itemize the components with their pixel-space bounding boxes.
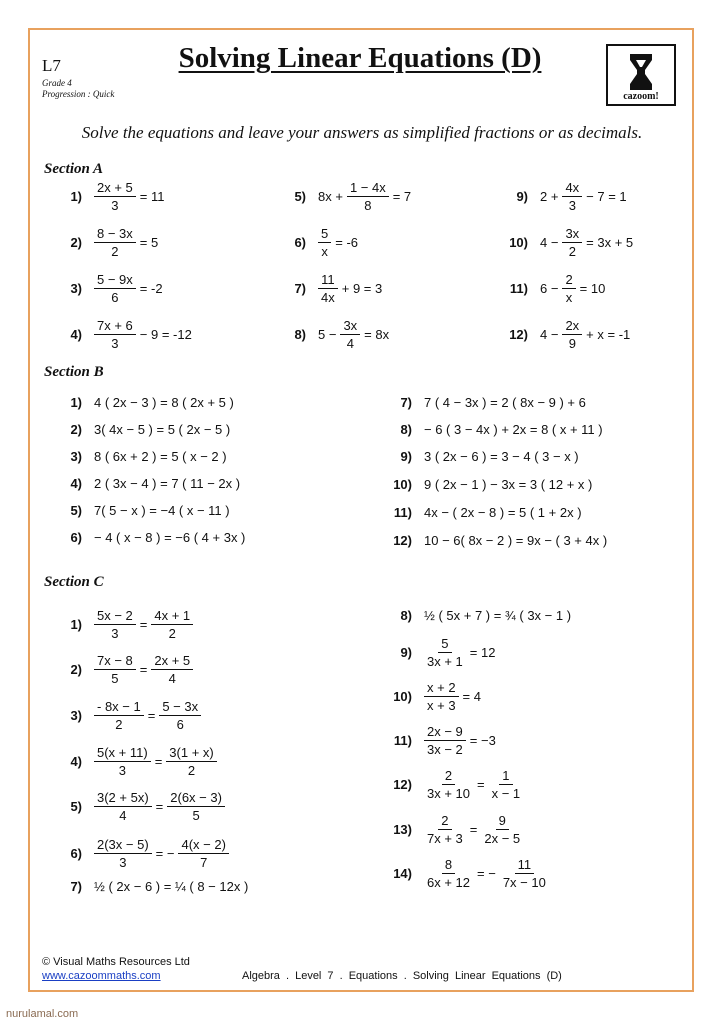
numerator: 1 [499, 768, 512, 785]
question [50, 272, 165, 305]
question [380, 768, 525, 801]
question-number: 4) [70, 754, 82, 769]
fraction [424, 768, 473, 801]
equation-text: = 12 [469, 645, 496, 660]
fraction [167, 790, 225, 823]
instructions: Solve the equations and leave your answers as simplified fractions or as decimals. [81, 123, 643, 142]
denominator: 4 [168, 671, 176, 686]
question-number: 3) [70, 449, 82, 464]
equation-text: 8x + [318, 189, 343, 204]
denominator: 4 [346, 336, 354, 351]
question [496, 318, 632, 351]
equation-text: = 5 [139, 235, 159, 250]
grade-info [42, 78, 114, 100]
question-number: 12) [393, 533, 412, 548]
question [50, 699, 203, 732]
numerator: 2 [442, 768, 455, 785]
equation-text: ½ ( 2x − 6 ) = ¼ ( 8 − 12x ) [94, 879, 249, 894]
fraction [151, 653, 193, 686]
equation-text: = 10 [579, 281, 606, 296]
equation-text: 4 − [540, 235, 559, 250]
question-number: 8) [294, 327, 306, 342]
question-number: 1) [70, 189, 82, 204]
numerator: 11 [318, 272, 338, 289]
fraction [347, 180, 389, 213]
equation-text: 9 ( 2x − 1 ) − 3x = 3 ( 12 + x ) [424, 477, 593, 492]
denominator: 2 [168, 626, 176, 641]
numerator: x + 2 [424, 680, 459, 697]
question [380, 680, 483, 713]
numerator: 5x − 2 [94, 608, 136, 625]
denominator: 8 [364, 198, 372, 213]
progression-label: Progression : Quick [42, 89, 115, 99]
numerator: - 8x − 1 [94, 699, 144, 716]
numerator: 2 [438, 813, 451, 830]
fraction [318, 226, 331, 259]
equation-text: = -6 [335, 235, 358, 250]
question-number: 2) [70, 235, 82, 250]
question-number: 1) [70, 617, 82, 632]
equation-text: − 6 ( 3 − 4x ) + 2x = 8 ( x + 11 ) [424, 422, 603, 437]
fraction [151, 608, 193, 641]
question-number: 8) [400, 608, 412, 623]
question-number: 3) [70, 708, 82, 723]
denominator: 7x − 10 [502, 875, 546, 890]
equation-text: 6 − [540, 281, 559, 296]
denominator: 5 [111, 671, 119, 686]
hourglass-icon [608, 50, 674, 94]
copyright-text: © Visual Maths Resources Ltd [42, 956, 190, 968]
numerator: 5 [318, 226, 331, 243]
question [50, 476, 242, 491]
question [496, 272, 607, 305]
watermark: nurulamal.com [6, 1008, 79, 1020]
denominator: 3 [118, 763, 126, 778]
question [380, 449, 581, 464]
fraction [94, 653, 136, 686]
fraction [94, 790, 152, 823]
denominator: 2 [115, 717, 123, 732]
equation-text: 4 ( 2x − 3 ) = 8 ( 2x + 5 ) [94, 395, 234, 410]
numerator: 5 [438, 636, 451, 653]
equation-text: 3( 4x − 5 ) = 5 ( 2x − 5 ) [94, 422, 231, 437]
question [496, 180, 629, 213]
question-number: 12) [393, 777, 412, 792]
question [274, 226, 360, 259]
equation-text: + x = -1 [586, 327, 631, 342]
equation-text: = [469, 822, 478, 837]
fraction [94, 745, 151, 778]
fraction [340, 318, 360, 351]
denominator: 6x + 12 [427, 875, 471, 890]
fraction [159, 699, 201, 732]
numerator: 2(3x − 5) [94, 837, 152, 854]
question-number: 4) [70, 327, 82, 342]
question-number: 2) [70, 422, 82, 437]
question [274, 180, 413, 213]
question [50, 530, 247, 545]
question [50, 503, 232, 518]
fraction [500, 857, 549, 890]
fraction [94, 318, 136, 351]
question-number: 10) [509, 235, 528, 250]
numerator: 3x [340, 318, 360, 335]
numerator: 7x + 6 [94, 318, 136, 335]
question [50, 395, 236, 410]
fraction [166, 745, 216, 778]
denominator: x − 1 [491, 786, 521, 801]
fraction [94, 226, 136, 259]
equation-text: = 3x + 5 [586, 235, 634, 250]
section-b-title: Section B [44, 364, 104, 380]
question [496, 226, 635, 259]
numerator: 11 [515, 857, 535, 874]
equation-text: = [139, 617, 148, 632]
denominator: 3x + 10 [427, 786, 471, 801]
question [274, 272, 384, 305]
equation-text: = [154, 754, 163, 769]
question-number: 11) [393, 505, 412, 520]
equation-text: ½ ( 5x + 7 ) = ¾ ( 3x − 1 ) [424, 608, 572, 623]
question-number: 10) [393, 689, 412, 704]
equation-text: = -2 [139, 281, 163, 296]
cazoom-logo [606, 44, 676, 106]
denominator: 3 [111, 336, 119, 351]
question-number: 8) [400, 422, 412, 437]
numerator: 2(6x − 3) [167, 790, 225, 807]
numerator: 2x + 5 [151, 653, 193, 670]
denominator: 6 [111, 290, 119, 305]
denominator: 3 [119, 855, 127, 870]
question-number: 14) [393, 866, 412, 881]
section-a-title: Section A [44, 161, 104, 177]
equation-text: = [155, 799, 164, 814]
question [50, 745, 219, 778]
equation-text: 2 ( 3x − 4 ) = 7 ( 11 − 2x ) [94, 476, 241, 491]
numerator: 3(2 + 5x) [94, 790, 152, 807]
question [50, 180, 166, 213]
fraction [424, 636, 466, 669]
question-number: 9) [400, 449, 412, 464]
equation-text: = 4 [462, 689, 481, 704]
equation-text: 10 − 6( 8x − 2 ) = 9x − ( 3 + 4x ) [424, 533, 608, 548]
equation-text: = −3 [469, 733, 496, 748]
numerator: 3x [562, 226, 582, 243]
numerator: 2x + 5 [94, 180, 136, 197]
fraction [178, 837, 228, 870]
fraction [489, 768, 524, 801]
equation-text: − 7 = 1 [586, 189, 627, 204]
question-number: 5) [70, 799, 82, 814]
question-number: 6) [70, 846, 82, 861]
equation-text: = − [155, 846, 175, 861]
numerator: 4x + 1 [151, 608, 193, 625]
fraction [424, 857, 473, 890]
denominator: 9 [568, 336, 576, 351]
denominator: 4 [119, 808, 127, 823]
question-number: 7) [70, 879, 82, 894]
question [50, 837, 231, 870]
equation-text: 3 ( 2x − 6 ) = 3 − 4 ( 3 − x ) [424, 449, 579, 464]
worksheet-title: Solving Linear Equations (D) [178, 42, 542, 74]
numerator: 5(x + 11) [94, 745, 151, 762]
equation-text: = 7 [392, 189, 412, 204]
question-number: 10) [393, 477, 412, 492]
question-number: 6) [294, 235, 306, 250]
denominator: x [321, 244, 328, 259]
question [380, 422, 605, 437]
fraction [424, 680, 459, 713]
equation-text: 7( 5 − x ) = −4 ( x − 11 ) [94, 503, 230, 518]
question [380, 857, 551, 890]
denominator: 4x [321, 290, 335, 305]
question [50, 449, 229, 464]
denominator: 2 [187, 763, 196, 778]
equation-text: 5 − [318, 327, 337, 342]
question [380, 477, 594, 492]
equation-text: + 9 = 3 [341, 281, 383, 296]
numerator: 9 [496, 813, 509, 830]
numerator: 8 [442, 857, 455, 874]
numerator: 1 − 4x [347, 180, 389, 197]
question-number: 9) [516, 189, 528, 204]
fraction [424, 724, 466, 757]
denominator: 7 [200, 855, 208, 870]
numerator: 2 [562, 272, 575, 289]
website-link[interactable]: www.cazoommaths.com [42, 970, 161, 982]
numerator: 4x [562, 180, 582, 197]
numerator: 7x − 8 [94, 653, 136, 670]
question-number: 11) [393, 733, 412, 748]
question [50, 879, 250, 894]
question [380, 608, 573, 623]
fraction [94, 272, 136, 305]
denominator: x [565, 290, 573, 305]
fraction [562, 180, 582, 213]
numerator: 2x [562, 318, 582, 335]
question-number: 4) [70, 476, 82, 491]
numerator: 3(1 + x) [166, 745, 216, 762]
numerator: 2x − 9 [424, 724, 466, 741]
equation-text: − 4 ( x − 8 ) = −6 ( 4 + 3x ) [94, 530, 246, 545]
question-number: 9) [400, 645, 412, 660]
equation-text: 4x − ( 2x − 8 ) = 5 ( 1 + 2x ) [424, 505, 582, 520]
question [380, 724, 498, 757]
question-number: 12) [509, 327, 528, 342]
question-number: 13) [393, 822, 412, 837]
question-number: 3) [70, 281, 82, 296]
fraction [424, 813, 466, 846]
equation-text: = [477, 777, 485, 792]
denominator: 7x + 3 [427, 831, 463, 846]
equation-text: = 11 [139, 189, 165, 204]
equation-text: 2 + [540, 189, 559, 204]
denominator: 2x − 5 [484, 831, 521, 846]
question-number: 2) [70, 662, 82, 677]
level-label: L7 [42, 56, 61, 75]
denominator: 2 [568, 244, 576, 259]
fraction [94, 180, 136, 213]
denominator: 2 [111, 244, 119, 259]
question [380, 533, 609, 548]
question [50, 318, 194, 351]
denominator: 6 [176, 717, 184, 732]
fraction [94, 699, 144, 732]
fraction [562, 226, 582, 259]
equation-text: 7 ( 4 − 3x ) = 2 ( 8x − 9 ) + 6 [424, 395, 586, 410]
grade-label: Grade 4 [42, 78, 72, 88]
question-number: 5) [294, 189, 306, 204]
equation-text: − 9 = -12 [139, 327, 192, 342]
question-number: 6) [70, 530, 82, 545]
question [274, 318, 391, 351]
equation-text: 8 ( 6x + 2 ) = 5 ( x − 2 ) [94, 449, 227, 464]
fraction [481, 813, 523, 846]
topic-breadcrumb: Algebra . Level 7 . Equations . Solving Linear Equations (D) [242, 970, 562, 982]
numerator: 5 − 9x [94, 272, 136, 289]
question [380, 505, 584, 520]
equation-text: = 8x [364, 327, 390, 342]
fraction [562, 318, 582, 351]
fraction [562, 272, 575, 305]
equation-text: = [147, 708, 156, 723]
question [50, 790, 227, 823]
question-number: 7) [400, 395, 412, 410]
question [50, 653, 195, 686]
question [50, 608, 195, 641]
numerator: 4(x − 2) [178, 837, 228, 854]
question [50, 422, 232, 437]
section-c-title: Section C [44, 574, 104, 590]
question [380, 813, 525, 846]
equation-text: = − [477, 866, 496, 881]
numerator: 5 − 3x [159, 699, 201, 716]
denominator: 5 [192, 808, 200, 823]
fraction [94, 608, 136, 641]
denominator: 3x − 2 [427, 742, 463, 757]
equation-text: 4 − [540, 327, 559, 342]
question-number: 7) [294, 281, 306, 296]
question [380, 636, 497, 669]
question [50, 226, 160, 259]
logo-text: cazoom! [623, 91, 659, 102]
denominator: 3 [111, 198, 119, 213]
fraction [318, 272, 338, 305]
question [380, 395, 588, 410]
question-number: 1) [70, 395, 82, 410]
denominator: x + 3 [427, 698, 456, 713]
question-number: 5) [70, 503, 82, 518]
denominator: 3 [568, 198, 576, 213]
denominator: 3 [111, 626, 119, 641]
equation-text: = [139, 662, 148, 677]
numerator: 8 − 3x [94, 226, 136, 243]
fraction [94, 837, 152, 870]
denominator: 3x + 1 [427, 654, 463, 669]
question-number: 11) [509, 281, 528, 296]
